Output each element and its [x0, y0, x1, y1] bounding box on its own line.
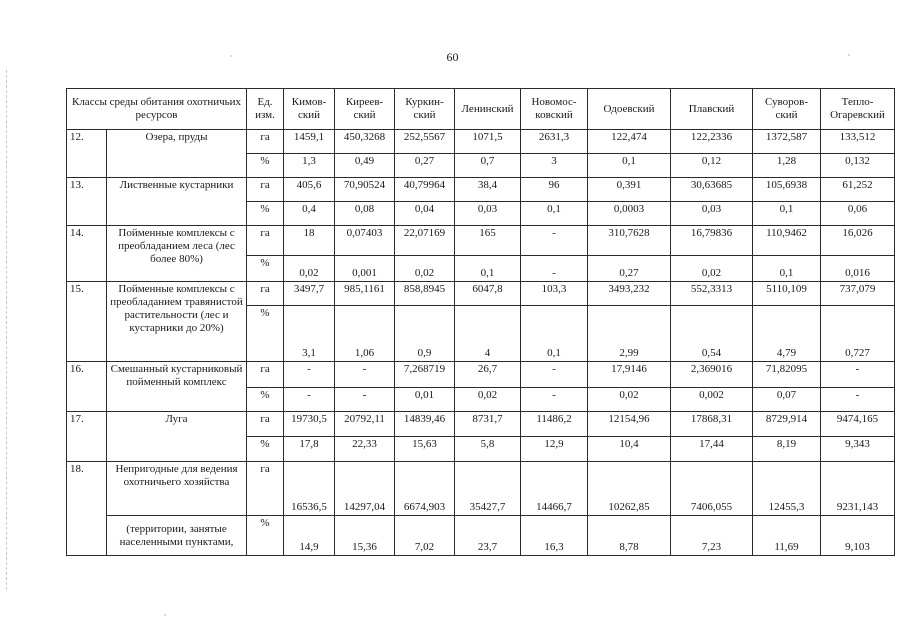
- value-cell: 7,268719: [395, 362, 455, 388]
- row-class-name: Пойменные комплексы с преобладанием травянистой растительности (лес и кустарники до 20%): [107, 282, 247, 362]
- value-cell: 0,08: [335, 202, 395, 226]
- value-cell: -: [521, 226, 588, 256]
- row-class-name: Озера, пруды: [107, 130, 247, 178]
- value-cell: 0,02: [588, 388, 671, 412]
- value-cell: 0,1: [521, 306, 588, 362]
- unit-cell: га: [247, 462, 284, 516]
- unit-cell: га: [247, 178, 284, 202]
- value-cell: 16,79836: [671, 226, 753, 256]
- value-cell: 0,1: [588, 154, 671, 178]
- value-cell: 9474,165: [821, 412, 895, 437]
- value-cell: 17868,31: [671, 412, 753, 437]
- value-cell: 1372,587: [753, 130, 821, 154]
- scan-speck: [164, 614, 166, 616]
- value-cell: -: [521, 388, 588, 412]
- value-cell: 3493,232: [588, 282, 671, 306]
- value-cell: 8729,914: [753, 412, 821, 437]
- value-cell: 0,1: [753, 202, 821, 226]
- value-cell: 70,90524: [335, 178, 395, 202]
- value-cell: 18: [284, 226, 335, 256]
- value-cell: -: [284, 388, 335, 412]
- unit-cell: га: [247, 362, 284, 388]
- value-cell: 0,4: [284, 202, 335, 226]
- value-cell: 14,9: [284, 516, 335, 556]
- value-cell: 122,474: [588, 130, 671, 154]
- value-cell: 0,1: [521, 202, 588, 226]
- value-cell: 61,252: [821, 178, 895, 202]
- row-class-name: Непригодные для ведения охотничьего хозяйства: [107, 462, 247, 516]
- row-number: 18.: [67, 462, 107, 556]
- value-cell: 12,9: [521, 437, 588, 462]
- value-cell: 26,7: [455, 362, 521, 388]
- value-cell: 14297,04: [335, 462, 395, 516]
- value-cell: 0,02: [455, 388, 521, 412]
- value-cell: 9,343: [821, 437, 895, 462]
- value-cell: 985,1161: [335, 282, 395, 306]
- value-cell: 30,63685: [671, 178, 753, 202]
- value-cell: 17,9146: [588, 362, 671, 388]
- habitat-classes-table: [66, 88, 895, 556]
- value-cell: 450,3268: [335, 130, 395, 154]
- value-cell: 15,36: [335, 516, 395, 556]
- value-cell: 19730,5: [284, 412, 335, 437]
- unit-cell: га: [247, 282, 284, 306]
- value-cell: 0,02: [671, 256, 753, 282]
- unit-cell: га: [247, 226, 284, 256]
- value-cell: 9,103: [821, 516, 895, 556]
- value-cell: 0,9: [395, 306, 455, 362]
- value-cell: 0,0003: [588, 202, 671, 226]
- unit-cell: %: [247, 388, 284, 412]
- value-cell: 14839,46: [395, 412, 455, 437]
- value-cell: 3497,7: [284, 282, 335, 306]
- value-cell: 0,391: [588, 178, 671, 202]
- header-suvorovsky: Суворов-ский: [753, 89, 821, 130]
- value-cell: 0,27: [395, 154, 455, 178]
- value-cell: 1459,1: [284, 130, 335, 154]
- table-row: [67, 516, 895, 556]
- value-cell: 71,82095: [753, 362, 821, 388]
- unit-cell: %: [247, 154, 284, 178]
- value-cell: 310,7628: [588, 226, 671, 256]
- value-cell: 0,01: [395, 388, 455, 412]
- value-cell: 103,3: [521, 282, 588, 306]
- value-cell: 12455,3: [753, 462, 821, 516]
- row-number: 12.: [67, 130, 107, 178]
- header-unit: Ед. изм.: [247, 89, 284, 130]
- value-cell: 10262,85: [588, 462, 671, 516]
- value-cell: -: [521, 256, 588, 282]
- header-leninsky: Ленинский: [455, 89, 521, 130]
- value-cell: 4,79: [753, 306, 821, 362]
- scan-speck: [230, 55, 232, 57]
- value-cell: -: [821, 362, 895, 388]
- value-cell: -: [821, 388, 895, 412]
- value-cell: 22,33: [335, 437, 395, 462]
- value-cell: 122,2336: [671, 130, 753, 154]
- table-row: [67, 130, 895, 154]
- value-cell: 0,07: [753, 388, 821, 412]
- value-cell: 1071,5: [455, 130, 521, 154]
- value-cell: 0,12: [671, 154, 753, 178]
- value-cell: 405,6: [284, 178, 335, 202]
- value-cell: 16,3: [521, 516, 588, 556]
- value-cell: 1,3: [284, 154, 335, 178]
- value-cell: -: [284, 362, 335, 388]
- value-cell: 17,8: [284, 437, 335, 462]
- unit-cell: %: [247, 437, 284, 462]
- unit-cell: га: [247, 412, 284, 437]
- scan-margin-dots: [6, 70, 8, 590]
- table-row: [67, 362, 895, 388]
- value-cell: 23,7: [455, 516, 521, 556]
- value-cell: 35427,7: [455, 462, 521, 516]
- value-cell: 8731,7: [455, 412, 521, 437]
- value-cell: 1,06: [335, 306, 395, 362]
- value-cell: 0,001: [335, 256, 395, 282]
- value-cell: 7,02: [395, 516, 455, 556]
- value-cell: 16,026: [821, 226, 895, 256]
- header-teplo: Тепло-Огаревский: [821, 89, 895, 130]
- value-cell: 252,5567: [395, 130, 455, 154]
- header-odoevsky: Одоевский: [588, 89, 671, 130]
- value-cell: 6047,8: [455, 282, 521, 306]
- value-cell: 8,19: [753, 437, 821, 462]
- row-number: 14.: [67, 226, 107, 282]
- table-row: [67, 226, 895, 256]
- value-cell: 14466,7: [521, 462, 588, 516]
- table-row: [67, 462, 895, 516]
- value-cell: 17,44: [671, 437, 753, 462]
- value-cell: 1,28: [753, 154, 821, 178]
- scan-speck: [848, 54, 850, 56]
- unit-cell: %: [247, 516, 284, 556]
- row-class-name-continued: (территории, занятые населенными пунктами,: [107, 516, 247, 556]
- value-cell: 7,23: [671, 516, 753, 556]
- header-class: Классы среды обитания охотничьих ресурсов: [67, 89, 247, 130]
- value-cell: 110,9462: [753, 226, 821, 256]
- header-plavsky: Плавский: [671, 89, 753, 130]
- value-cell: 0,016: [821, 256, 895, 282]
- header-kurkinsky: Куркин-ский: [395, 89, 455, 130]
- value-cell: 0,06: [821, 202, 895, 226]
- value-cell: 16536,5: [284, 462, 335, 516]
- value-cell: 0,1: [455, 256, 521, 282]
- unit-cell: %: [247, 306, 284, 362]
- value-cell: 0,002: [671, 388, 753, 412]
- value-cell: 0,27: [588, 256, 671, 282]
- value-cell: 6674,903: [395, 462, 455, 516]
- value-cell: 0,7: [455, 154, 521, 178]
- value-cell: 22,07169: [395, 226, 455, 256]
- value-cell: 11,69: [753, 516, 821, 556]
- value-cell: 0,07403: [335, 226, 395, 256]
- value-cell: 96: [521, 178, 588, 202]
- value-cell: 11486,2: [521, 412, 588, 437]
- value-cell: 7406,055: [671, 462, 753, 516]
- value-cell: 858,8945: [395, 282, 455, 306]
- row-class-name: Луга: [107, 412, 247, 462]
- value-cell: 105,6938: [753, 178, 821, 202]
- value-cell: 0,1: [753, 256, 821, 282]
- value-cell: 133,512: [821, 130, 895, 154]
- unit-cell: %: [247, 202, 284, 226]
- value-cell: 0,54: [671, 306, 753, 362]
- value-cell: 165: [455, 226, 521, 256]
- value-cell: 2,99: [588, 306, 671, 362]
- value-cell: 8,78: [588, 516, 671, 556]
- value-cell: 0,49: [335, 154, 395, 178]
- value-cell: 38,4: [455, 178, 521, 202]
- value-cell: 15,63: [395, 437, 455, 462]
- value-cell: 12154,96: [588, 412, 671, 437]
- row-class-name: Лиственные кустарники: [107, 178, 247, 226]
- header-novomoskovsky: Новомос-ковский: [521, 89, 588, 130]
- value-cell: 2,369016: [671, 362, 753, 388]
- value-cell: 10,4: [588, 437, 671, 462]
- value-cell: 737,079: [821, 282, 895, 306]
- row-class-name: Пойменные комплексы с преобладанием леса (лес более 80%): [107, 226, 247, 282]
- value-cell: 4: [455, 306, 521, 362]
- row-number: 15.: [67, 282, 107, 362]
- row-number: 13.: [67, 178, 107, 226]
- value-cell: 3: [521, 154, 588, 178]
- value-cell: 9231,143: [821, 462, 895, 516]
- value-cell: -: [335, 388, 395, 412]
- value-cell: 0,02: [284, 256, 335, 282]
- value-cell: 0,132: [821, 154, 895, 178]
- header-kireevsky: Киреев-ский: [335, 89, 395, 130]
- value-cell: 0,03: [455, 202, 521, 226]
- page-number: 60: [446, 50, 459, 64]
- table-row: [67, 178, 895, 202]
- table-header-row: [67, 89, 895, 130]
- unit-cell: га: [247, 130, 284, 154]
- value-cell: 0,04: [395, 202, 455, 226]
- value-cell: 3,1: [284, 306, 335, 362]
- value-cell: 5,8: [455, 437, 521, 462]
- value-cell: 5110,109: [753, 282, 821, 306]
- table-row: [67, 412, 895, 437]
- value-cell: 2631,3: [521, 130, 588, 154]
- value-cell: -: [521, 362, 588, 388]
- value-cell: 20792,11: [335, 412, 395, 437]
- value-cell: 0,02: [395, 256, 455, 282]
- row-number: 17.: [67, 412, 107, 462]
- value-cell: 0,03: [671, 202, 753, 226]
- header-kimovsky: Кимов-ский: [284, 89, 335, 130]
- value-cell: 552,3313: [671, 282, 753, 306]
- value-cell: -: [335, 362, 395, 388]
- row-class-name: Смешанный кустарниковый пойменный комплекс: [107, 362, 247, 412]
- table-row: [67, 282, 895, 306]
- value-cell: 40,79964: [395, 178, 455, 202]
- row-number: 16.: [67, 362, 107, 412]
- unit-cell: %: [247, 256, 284, 282]
- value-cell: 0,727: [821, 306, 895, 362]
